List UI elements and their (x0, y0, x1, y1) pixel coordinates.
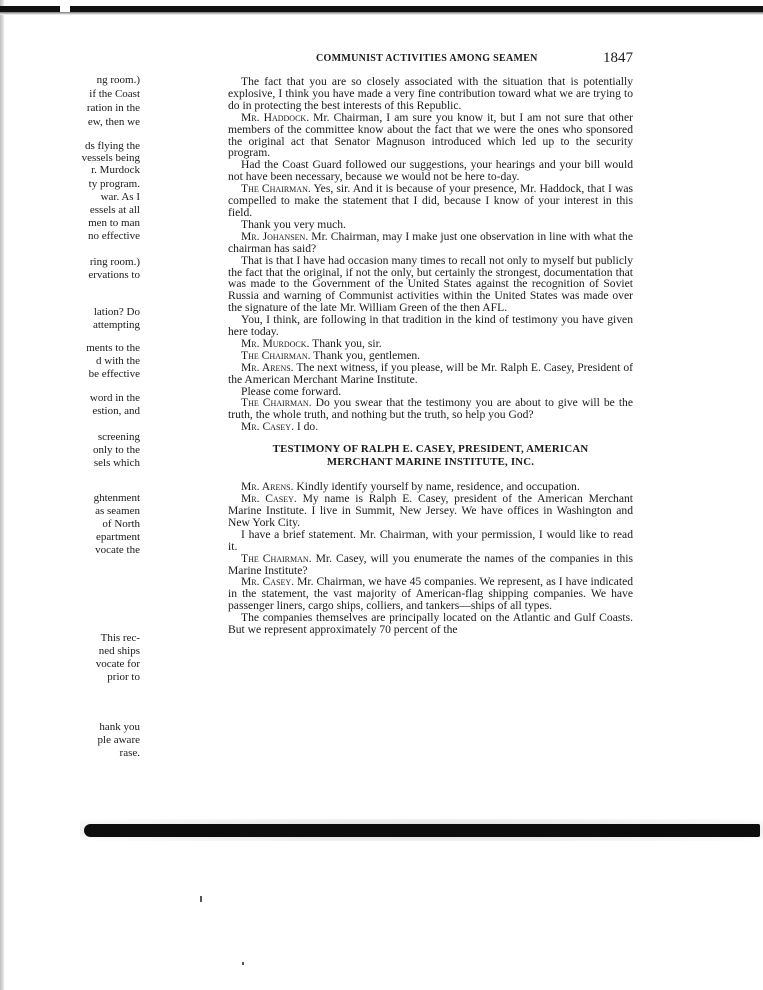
speaker: Mr. Casey. (241, 575, 295, 589)
left-margin-fragment: ghtenment (93, 492, 140, 504)
speech: Kindly identify yourself by name, residence, and occupation. (293, 480, 580, 494)
paragraph (228, 493, 633, 529)
paragraph (228, 553, 633, 577)
speech: Mr. Chairman, we have 45 companies. We represent, as I have indicated in the statement, the vast majority of American-flag shipping companies. We have passenger liners, cargo ships, colliers, and tankers—ships of all types. (228, 575, 634, 613)
left-margin-fragment: ration in the (86, 102, 140, 114)
paragraph: Had the Coast Guard followed our suggestions, your hearings and your bill would not have been necessary, because we would not be here to-day. (228, 158, 633, 184)
speech: Thank you, sir. (309, 336, 382, 350)
left-margin-fragment: d with the (96, 355, 140, 367)
left-margin-fragment: sels which (93, 457, 140, 469)
paragraph (228, 362, 633, 386)
left-margin-fragment: as seamen (95, 505, 140, 517)
speech: Mr. Casey, will you enumerate the names of the companies in this Marine Institute? (228, 551, 634, 577)
left-margin-fragment: ple aware (97, 734, 140, 746)
speaker: Mr. Arens. (241, 480, 294, 494)
top-rule-shadow (0, 12, 763, 15)
left-margin-fragment: ds flying the (85, 140, 140, 152)
speaker: Mr. Casey. (241, 492, 297, 506)
speech: Mr. Chairman, may I make just one observation in line with what the chairman has said? (228, 229, 633, 255)
left-margin-fragment: This rec- (100, 632, 140, 644)
paragraph (228, 576, 633, 612)
paragraph: The companies themselves are principally located on the Atlantic and Gulf Coasts. But we represent approximately 70 percent of the (228, 611, 633, 637)
left-margin-fragment: ng room.) (96, 74, 140, 86)
section-heading-line: MERCHANT MARINE INSTITUTE, INC. (326, 456, 535, 469)
speaker: The Chairman. (241, 396, 312, 410)
left-margin-fragment: ty program. (88, 178, 140, 190)
left-margin-fragment: lation? Do (93, 306, 140, 318)
running-head: COMMUNIST ACTIVITIES AMONG SEAMEN (316, 53, 538, 64)
left-margin-fragment: screening (97, 431, 140, 443)
left-margin-fragment: men to man (88, 217, 140, 229)
left-margin-fragment: war. As I (100, 191, 140, 203)
section-heading-line: TESTIMONY OF RALPH E. CASEY, PRESIDENT, AMERICAN (272, 443, 589, 456)
speech: Do you swear that the testimony you are about to give will be the truth, the whole truth, and nothing but the truth, so help you God? (228, 396, 633, 422)
left-margin-fragment: word in the (89, 392, 140, 404)
speech: Yes, sir. And it is because of your presence, Mr. Haddock, that I was compelled to make the statement that I did, because I know of your interest in this field. (228, 182, 633, 219)
page-number: 1847 (603, 50, 633, 66)
paragraph (228, 397, 633, 421)
speaker: The Chairman. (241, 551, 312, 565)
main-text (228, 76, 633, 636)
paragraph: Thank you very much. (241, 217, 346, 231)
left-margin-fragment: ervations to (88, 269, 140, 281)
left-margin-fragment: ned ships (98, 645, 140, 657)
speaker: Mr. Arens. (241, 360, 294, 374)
scan-left-edge (0, 0, 4, 990)
page-header (300, 50, 635, 74)
left-margin-fragment: vessels being (81, 152, 140, 164)
speaker: Mr. Casey. (241, 420, 294, 434)
left-margin-fragment: hank you (99, 721, 140, 733)
paragraph (228, 421, 633, 433)
paragraph: I have a brief statement. Mr. Chairman, with your permission, I would like to read it. (228, 527, 633, 553)
speaker: Mr. Murdock. (241, 336, 310, 350)
speech: Mr. Chairman, I am sure you know it, but I am not sure that other members of the committee know about the fact that we were the ones who sponsored the original act that Senator Magnuson introduced which led up to the security program. (228, 110, 633, 160)
left-margin-fragment: only to the (92, 444, 140, 456)
left-margin-fragment: ring room.) (89, 256, 140, 268)
left-margin-fragment: no effective (87, 230, 140, 242)
left-margin-fragment: vocate for (95, 658, 140, 670)
paragraph: The fact that you are so closely associated with the situation that is potentially explosive, I think you have made a very fine contribution toward what we are trying to do in protecting the best interests of this Republic. (228, 75, 633, 112)
left-margin-fragment: essels at all (89, 204, 140, 216)
left-margin-fragment: epartment (96, 531, 140, 543)
left-margin-fragment: vocate the (95, 544, 140, 556)
left-margin-fragment: of North (102, 518, 140, 530)
speech: Thank you, gentlemen. (310, 348, 421, 362)
speaker: The Chairman. (241, 348, 311, 362)
speech: The next witness, if you please, will be Mr. Ralph E. Casey, President of the American Merchant Marine Institute. (228, 360, 633, 386)
left-margin-fragment: r. Murdock (91, 164, 140, 176)
paragraph: That is that I have had occasion many times to recall not only to myself but publicly the fact that the original, if not the only, but certainly the strongest, documentation that was made to the Government of the United States against the recognition of Soviet Russia and warning of Communist activities within the United States was made over the signature of the late Mr. William Green of the then AFL. (228, 253, 633, 315)
paragraph (228, 112, 633, 160)
left-margin-fragment: attempting (92, 319, 140, 331)
section-heading (228, 443, 633, 469)
paragraph: Please come forward. (241, 384, 342, 398)
left-margin-fragment: prior to (107, 671, 140, 683)
left-margin-fragments (56, 74, 140, 794)
left-margin-fragment: ew, then we (87, 116, 140, 128)
speaker: Mr. Haddock. (241, 110, 310, 124)
scan-speck (242, 962, 244, 965)
left-margin-fragment: be effective (88, 368, 140, 380)
left-margin-fragment: rase. (119, 747, 140, 759)
left-margin-fragment: ments to the (86, 342, 140, 354)
paragraph: You, I think, are following in that tradition in the kind of testimony you have given here today. (228, 313, 633, 339)
speaker: Mr. Johansen. (241, 229, 309, 243)
left-margin-fragment: estion, and (92, 405, 140, 417)
bottom-scan-bar (84, 824, 760, 837)
left-margin-fragment: if the Coast (89, 88, 140, 100)
speech: I do. (293, 420, 319, 434)
paragraph (228, 183, 633, 219)
speech: My name is Ralph E. Casey, president of the American Merchant Marine Institute. I live in Summit, New Jersey. We have offices in Washington and New York City. (228, 492, 633, 529)
paragraph (228, 231, 633, 255)
scan-speck (200, 896, 202, 902)
speaker: The Chairman. (241, 182, 311, 196)
